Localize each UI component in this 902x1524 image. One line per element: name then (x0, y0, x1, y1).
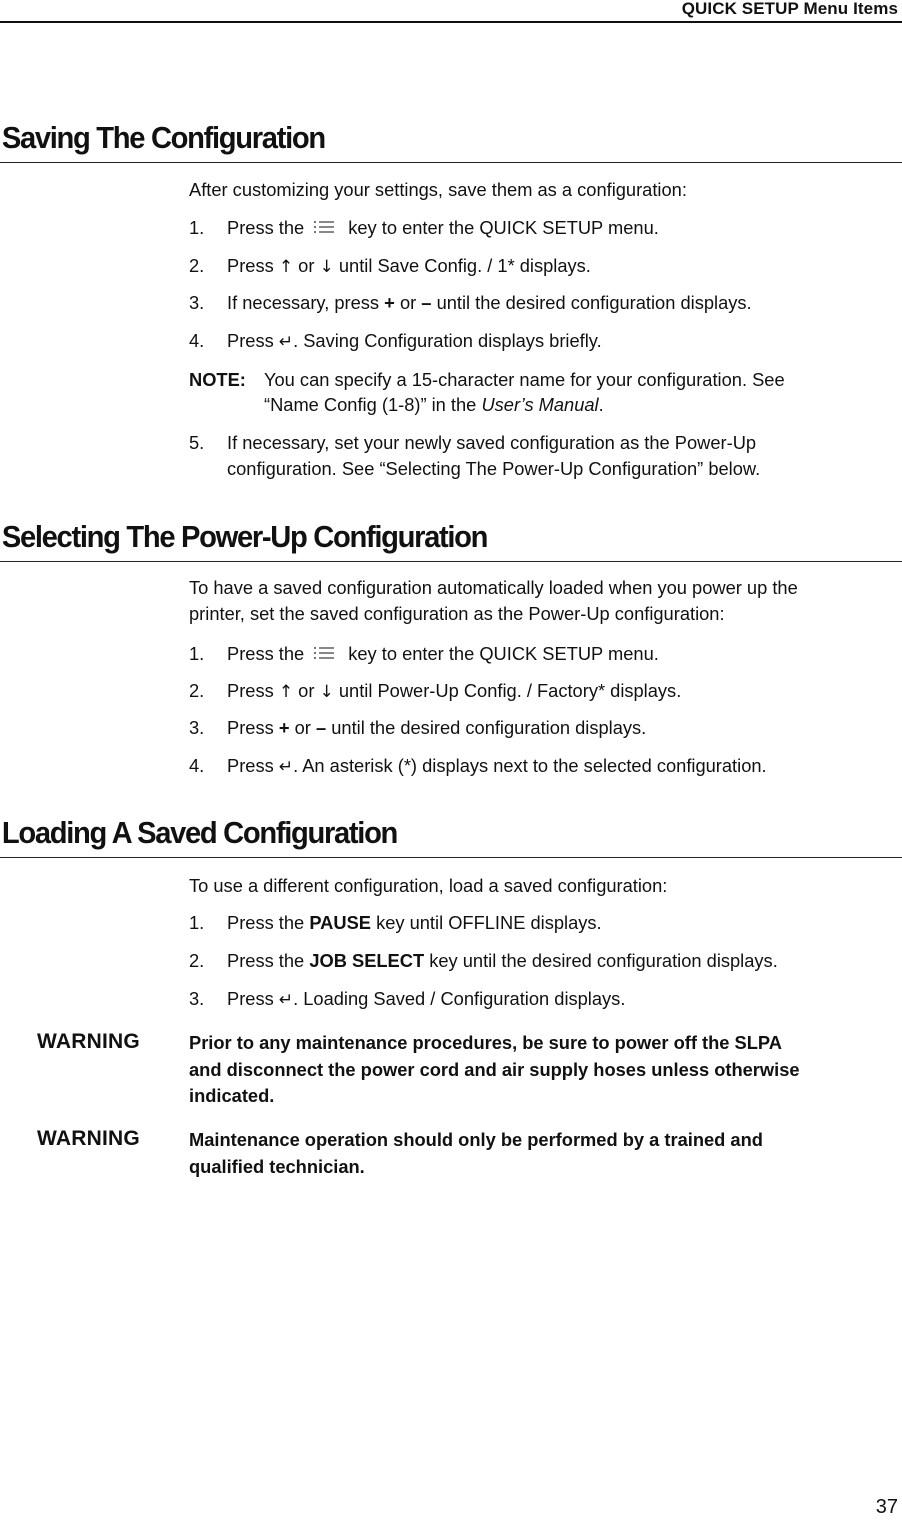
step-text: until the desired configuration displays. (436, 292, 752, 313)
step-text: Press (227, 255, 274, 276)
step-text: Press the (227, 950, 305, 971)
step-number: 2. (189, 680, 205, 701)
up-arrow-icon: ↑ (278, 682, 294, 702)
step-text: until the desired configuration displays. (331, 717, 647, 738)
step-text: . Loading Saved / Configuration displays. (293, 988, 626, 1009)
section1-step3 (227, 290, 752, 316)
warning-label: WARNING (37, 1127, 140, 1150)
section-rule (0, 857, 902, 858)
warning-line: indicated. (189, 1085, 275, 1106)
section1-step4 (227, 328, 602, 355)
job-select-key: JOB SELECT (309, 950, 425, 971)
page-number: 37 (875, 1496, 898, 1518)
warning-label: WARNING (37, 1030, 140, 1053)
step-number: 4. (189, 755, 205, 776)
section1-step1 (227, 215, 659, 241)
step-number: 2. (189, 950, 205, 971)
section-loading-configuration (0, 813, 902, 858)
down-arrow-icon: ↓ (319, 257, 334, 277)
section3-step1 (227, 910, 602, 936)
section3-intro: To use a different configuration, load a saved configuration: (189, 875, 668, 896)
step-number: 2. (189, 255, 205, 276)
step-text: If necessary, press (227, 292, 380, 313)
step-text: key to enter the QUICK SETUP menu. (348, 217, 659, 238)
menu-key-icon (312, 644, 338, 662)
step-text: Press (227, 717, 274, 738)
minus-key: – (315, 717, 327, 738)
running-header (0, 0, 902, 23)
note-label: NOTE: (189, 369, 246, 390)
step-text: until Power-Up Config. / Factory* displays. (338, 680, 682, 701)
section-rule (0, 162, 902, 163)
minus-key: – (421, 292, 432, 313)
step-text: Press (227, 988, 274, 1009)
section3-step2 (227, 948, 778, 974)
step-number: 3. (189, 717, 205, 738)
step-number: 4. (189, 330, 205, 351)
step-text: Press (227, 755, 274, 776)
plus-key: + (384, 292, 395, 313)
step-number: 1. (189, 217, 205, 238)
step-text: Press the (227, 912, 305, 933)
warning-text (189, 1030, 889, 1110)
step-text: or (298, 255, 315, 276)
enter-icon: ↵ (278, 757, 294, 777)
section2-intro-line1: To have a saved configuration automatically loaded when you power up the (189, 577, 798, 598)
section-saving-configuration (0, 118, 902, 163)
section2-step1 (227, 641, 659, 667)
section1-step5-line1: If necessary, set your newly saved configuration as the Power-Up (227, 432, 757, 453)
section2-step3 (227, 715, 646, 741)
manual-title: User’s Manual (481, 394, 599, 415)
step-text: key until the desired configuration displays. (429, 950, 778, 971)
down-arrow-icon: ↓ (319, 682, 334, 702)
warning-line: and disconnect the power cord and air supply hoses unless otherwise (189, 1058, 800, 1080)
running-title: QUICK SETUP Menu Items (681, 0, 898, 18)
step-number: 1. (189, 912, 205, 933)
step-text: . Saving Configuration displays briefly. (293, 330, 602, 351)
section-title: Selecting The Power-Up Configuration (1, 519, 488, 554)
plus-key: + (278, 717, 290, 738)
note-text: “Name Config (1-8)” in the (264, 394, 477, 415)
up-arrow-icon: ↑ (278, 257, 294, 277)
enter-icon: ↵ (278, 990, 294, 1010)
note-text: . (598, 394, 604, 415)
step-text: Press the (227, 217, 305, 238)
section-title: Saving The Configuration (1, 120, 325, 155)
enter-icon: ↵ (278, 332, 294, 352)
section1-step2 (227, 253, 591, 280)
step-text: until Save Config. / 1* displays. (338, 255, 591, 276)
step-text: . An asterisk (*) displays next to the selected configuration. (293, 755, 767, 776)
step-text: or (399, 292, 417, 313)
pause-key: PAUSE (309, 912, 371, 933)
note-line1: You can specify a 15-character name for your configuration. See (264, 369, 785, 390)
warning-line: qualified technician. (189, 1155, 365, 1177)
step-text: key to enter the QUICK SETUP menu. (348, 643, 659, 664)
menu-key-icon (312, 218, 338, 236)
step-text: Press the (227, 643, 305, 664)
section2-step4 (227, 753, 767, 780)
step-text: Press (227, 330, 274, 351)
step-number: 3. (189, 988, 205, 1009)
step-text: or (294, 717, 311, 738)
section2-intro-line2: printer, set the saved configuration as the Power-Up configuration: (189, 603, 725, 624)
step-text: or (298, 680, 315, 701)
step-number: 1. (189, 643, 205, 664)
note-line2 (264, 392, 604, 418)
warning-line: Maintenance operation should only be performed by a trained and (189, 1129, 763, 1150)
section1-intro: After customizing your settings, save them as a configuration: (189, 179, 687, 200)
section-title: Loading A Saved Configuration (1, 815, 398, 850)
warning-text (189, 1127, 889, 1180)
section-rule (0, 561, 902, 562)
step-number: 3. (189, 292, 205, 313)
step-text: Press (227, 680, 274, 701)
step-number: 5. (189, 432, 205, 453)
warning-line: Prior to any maintenance procedures, be sure to power off the SLPA (189, 1032, 782, 1053)
section-power-up-configuration (0, 517, 902, 562)
section2-step2 (227, 678, 681, 705)
section3-step3 (227, 986, 625, 1013)
step-text: key until OFFLINE displays. (376, 912, 602, 933)
section1-step5-line2: configuration. See “Selecting The Power-Up Configuration” below. (227, 458, 761, 479)
